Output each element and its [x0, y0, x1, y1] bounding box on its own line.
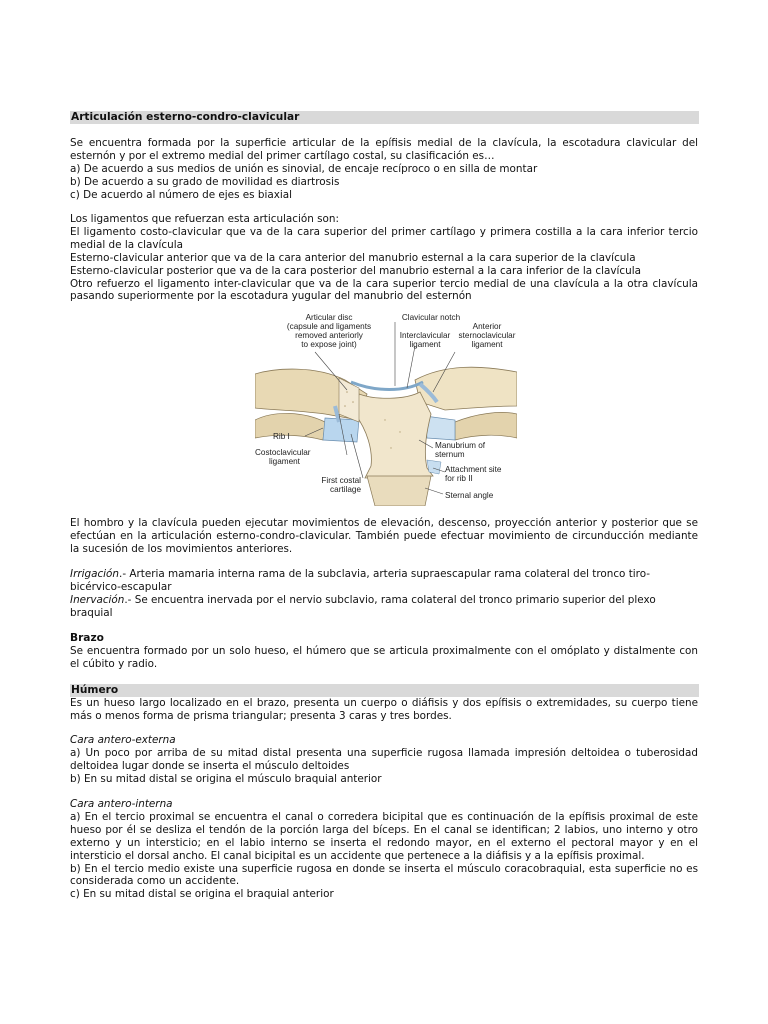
rib-two-attachment: [427, 460, 441, 474]
antero-externa-item: a) Un poco por arriba de su mitad distal presenta una superficie rugosa llamada impresión deltoidea o tuberosidad deltoidea lugar donde se inserta el músculo deltoides: [70, 746, 698, 772]
manubrium-of-sternum: [355, 392, 433, 478]
label-articular-disc: (capsule and ligaments: [286, 322, 372, 331]
label-interclavicular-ligament: Interclavicular: [399, 331, 451, 340]
label-clavicular-notch: Clavicular notch: [401, 313, 461, 322]
intro-paragraph: Se encuentra formada por la superficie articular de la epífisis medial de la clavícula, la escotadura clavicular del esternón y por el extremo medial del primer cartílago costal, su clasificación es…: [70, 137, 698, 162]
label-articular-disc: Articular disc: [305, 313, 353, 322]
label-attachment-site: for rib II: [445, 474, 473, 483]
ligaments-intro: Los ligamentos que refuerzan esta articulación son:: [70, 213, 339, 225]
label-manubrium: sternum: [435, 450, 465, 459]
label-rib-one: Rib I: [273, 432, 290, 441]
sternoclavicular-illustration: [255, 310, 517, 506]
illustration-svg: [255, 310, 517, 506]
label-first-costal-cartilage: First costal: [321, 476, 361, 485]
classification-item: a) De acuerdo a sus medios de unión es sinovial, de encaje recíproco o en silla de montar: [70, 162, 538, 175]
irrigation-text: .- Arteria mamaria interna rama de la subclavia, arteria supraescapular rama colateral del tronco tiro-bicérvico-escapular: [70, 568, 651, 593]
brazo-block: [70, 632, 698, 671]
sternal-body: [367, 476, 431, 506]
label-costoclavicular-ligament: Costoclavicular: [255, 448, 311, 457]
label-anterior-sternoclavicular: sternoclavicular: [458, 331, 516, 340]
ligament-item: Otro refuerzo el ligamento inter-clavicular que va de la cara superior tercio medial de una clavícula a la otra clavícula pasando superiormente por la escotadura yugular del manubrio del esternón: [70, 277, 698, 303]
label-anterior-sternoclavicular: Anterior: [472, 322, 502, 331]
interclavicular-ligament: [351, 382, 423, 390]
brazo-heading: Brazo: [70, 632, 104, 644]
label-sternal-angle: Sternal angle: [445, 491, 494, 500]
irrigation-block: [70, 568, 698, 594]
left-costal-cartilage: [323, 418, 359, 442]
right-first-rib: [455, 412, 517, 440]
antero-interna-block: [70, 798, 698, 901]
innervation-text: .- Se encuentra inervada por el nervio subclavio, rama colateral del tronco primario superior del plexo braquial: [70, 594, 656, 619]
intro-block: [70, 137, 698, 202]
label-attachment-site: Attachment site: [445, 465, 502, 474]
irrigation-label: Irrigación: [70, 568, 120, 580]
innervation-label: Inervación: [70, 594, 125, 606]
innervation-block: [70, 594, 698, 620]
humero-block: [70, 697, 698, 723]
section-heading: Articulación esterno-condro-clavicular: [70, 111, 699, 124]
humero-paragraph: Es un hueso largo localizado en el brazo, presenta un cuerpo o diáfisis y dos epífisis o extremidades, su cuerpo tiene más o menos forma de prisma triangular; presenta 3 caras y tres bordes.: [70, 697, 698, 722]
classification-item: b) De acuerdo a su grado de movilidad es diartrosis: [70, 175, 340, 188]
antero-interna-item: c) En su mitad distal se origina el braquial anterior: [70, 888, 334, 901]
ligament-item: Esterno-clavicular anterior que va de la cara anterior del manubrio esternal a la cara superior de la clavícula: [70, 251, 636, 264]
antero-externa-heading: Cara antero-externa: [70, 734, 176, 746]
ligaments-block: [70, 213, 698, 303]
label-articular-disc: to expose joint): [301, 340, 357, 349]
antero-interna-item: a) En el tercio proximal se encuentra el canal o corredera bicipital que es continuación de la epífisis proximal de este hueso por él se desliza el tendón de la porción larga del bíceps. En el canal se identifican; 2 labios, uno interno y otro externo y un intersticio; en el labio interno se inserta el redondo mayor, en el externo el pectoral mayor y en el intersticio el dorsal ancho. El canal bicipital es un accidente que pertenece a la diáfisis y a la epífisis proximal.: [70, 810, 698, 862]
label-costoclavicular-ligament: ligament: [269, 457, 300, 466]
antero-externa-block: [70, 734, 698, 786]
antero-interna-item: b) En el tercio medio existe una superficie rugosa en donde se inserta el músculo coracobraquial, esta superficie no es considerada como un accidente.: [70, 862, 698, 888]
movement-paragraph: El hombro y la clavícula pueden ejecutar movimientos de elevación, descenso, proyección anterior y posterior que se efectúan en la articulación esterno-condro-clavicular. También puede efectuar movimiento de circunducción mediante la sucesión de los movimientos anteriores.: [70, 517, 698, 555]
left-first-rib: [255, 413, 325, 440]
label-first-costal-cartilage: cartilage: [330, 485, 361, 494]
ligament-item: El ligamento costo-clavicular que va de la cara superior del primer cartílago y primera costilla a la cara inferior tercio medial de la clavícula: [70, 225, 698, 251]
right-clavicle: [415, 367, 517, 410]
label-interclavicular-ligament: ligament: [409, 340, 441, 349]
brazo-paragraph: Se encuentra formado por un solo hueso, el húmero que se articula proximalmente con el omóplato y distalmente con el cúbito y radio.: [70, 645, 698, 670]
label-manubrium: Manubrium of: [435, 441, 486, 450]
antero-interna-heading: Cara antero-interna: [70, 798, 173, 810]
antero-externa-item: b) En su mitad distal se origina el músculo braquial anterior: [70, 772, 382, 785]
humero-heading: Húmero: [70, 684, 699, 697]
label-anterior-sternoclavicular: ligament: [471, 340, 503, 349]
ligament-item: Esterno-clavicular posterior que va de la cara posterior del manubrio esternal a la cara inferior de la clavícula: [70, 264, 641, 277]
classification-item: c) De acuerdo al número de ejes es biaxial: [70, 188, 293, 201]
movement-block: [70, 517, 698, 556]
label-articular-disc: removed anteriorly: [295, 331, 363, 340]
